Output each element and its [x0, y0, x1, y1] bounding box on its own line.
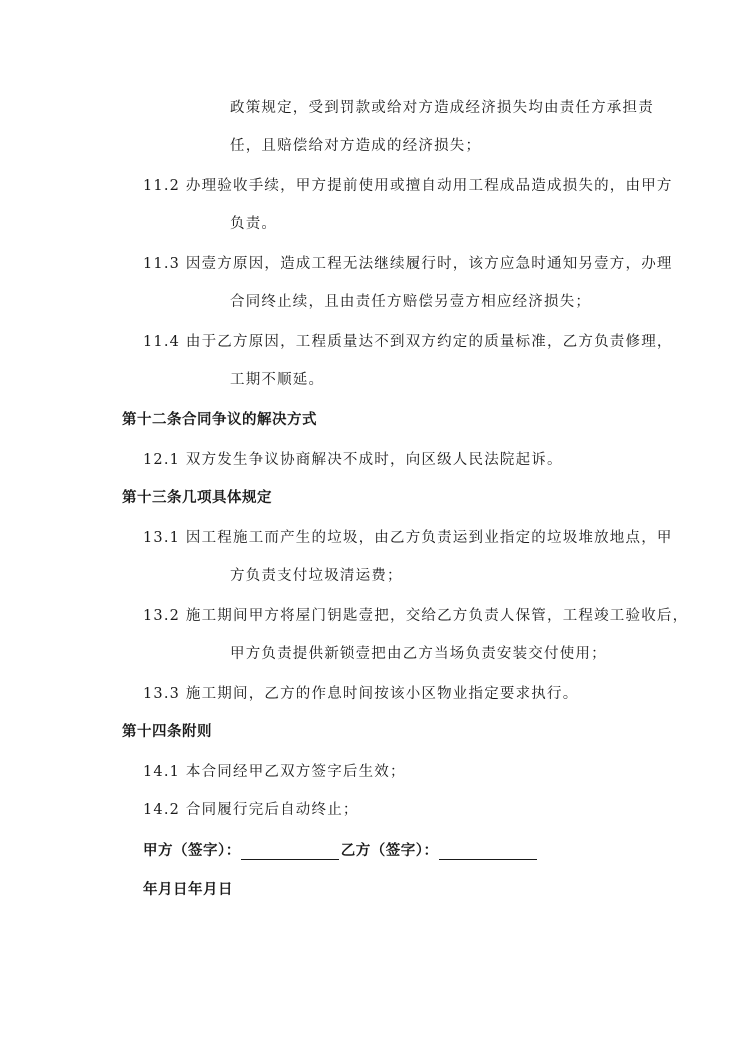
clause-12-1: 12.1 双方发生争议协商解决不成时，向区级人民法院起诉。 — [143, 452, 563, 468]
clause-11-3-line-2: 合同终止续，且由责任方赔偿另壹方相应经济损失； — [230, 294, 592, 310]
signature-date: 年月日年月日 — [143, 882, 233, 898]
clause-11-4-line-2: 工期不顺延。 — [230, 372, 325, 388]
clause-13-1-line-2: 方负责支付垃圾清运费； — [230, 568, 403, 584]
clause-14-2: 14.2 合同履行完后自动终止； — [143, 802, 359, 818]
party-a-signature-line — [241, 843, 339, 860]
party-a-signature-label: 甲方（签字）： — [143, 843, 241, 859]
clause-13-1-line-1: 13.1 因工程施工而产生的垃圾，由乙方负责运到业指定的垃圾堆放地点，甲 — [143, 530, 673, 546]
clause-13-3: 13.3 施工期间，乙方的作息时间按该小区物业指定要求执行。 — [143, 686, 579, 702]
signature-row — [143, 838, 539, 860]
party-b-signature-line — [439, 843, 537, 860]
clause-14-heading: 第十四条附则 — [122, 724, 212, 740]
clause-11-2-line-2: 负责。 — [230, 216, 278, 232]
clause-11-2-line-1: 11.2 办理验收手续，甲方提前使用或擅自动用工程成品造成损失的，由甲方 — [143, 178, 673, 194]
party-b-signature-label: 乙方（签字）： — [340, 843, 439, 859]
clause-13-heading: 第十三条几项具体规定 — [122, 490, 272, 506]
clause-11-1-continuation-line-1: 政策规定，受到罚款或给对方造成经济损失均由责任方承担责 — [230, 100, 654, 116]
clause-13-2-line-2: 甲方负责提供新锁壹把由乙方当场负责安装交付使用； — [230, 646, 607, 662]
clause-11-3-line-1: 11.3 因壹方原因，造成工程无法继续履行时，该方应急时通知另壹方，办理 — [143, 256, 673, 272]
clause-11-4-line-1: 11.4 由于乙方原因，工程质量达不到双方约定的质量标准，乙方负责修理， — [143, 334, 673, 350]
clause-13-2-line-1: 13.2 施工期间甲方将屋门钥匙壹把，交给乙方负责人保管，工程竣工验收后， — [143, 608, 689, 624]
clause-11-1-continuation-line-2: 任，且赔偿给对方造成的经济损失； — [230, 138, 482, 154]
clause-12-heading: 第十二条合同争议的解决方式 — [122, 412, 317, 428]
clause-14-1: 14.1 本合同经甲乙双方签字后生效； — [143, 764, 406, 780]
